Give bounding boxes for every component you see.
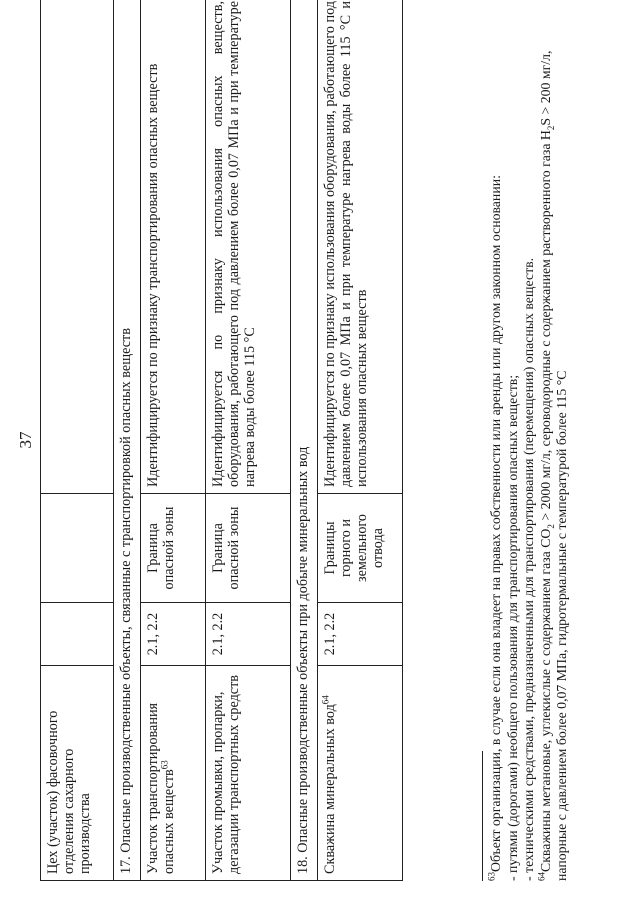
page-number: 37: [16, 431, 35, 449]
footnote-text: S > 200 мг/л, напорные с давлением более 0,07 МПа, гидротермальные с температурой более 115 °С: [537, 50, 569, 881]
cell-object-name: [318, 666, 403, 881]
cell-object-name: Цех (участок) фасовочного отделения сахарного производства: [41, 666, 114, 881]
section-heading-17: 17. Опасные производственные объекты, связанные с транспортировкой опасных веществ: [114, 0, 141, 881]
footnotes: [488, 21, 571, 881]
footnote-63-item: - техническими средствами, предназначенными для транспортирования (перемещения) опасных веществ.: [521, 257, 536, 881]
cell-identification: [41, 0, 114, 494]
section-row: [114, 0, 141, 881]
footnote-divider: [482, 751, 483, 881]
footnote-63: [488, 21, 505, 881]
footnote-63-item: - путями (дорогами) необщего пользования для транспортирования опасных веществ;: [504, 374, 520, 881]
cell-object-name: Участок промывки, пропарки, дегазации транспортных средств: [206, 666, 291, 881]
cell-hazard-class: 2.1, 2.2: [206, 603, 291, 666]
cell-object-name: [141, 666, 206, 881]
footnote-mark: 63: [486, 872, 497, 881]
footnote-text: Объект организации, в случае если она владеет на правах собственности или аренды или другом законном основании:: [488, 175, 503, 872]
cell-hazard-class: 2.1, 2.2: [141, 603, 206, 666]
cell-hazard-class: [41, 603, 114, 666]
section-heading-18: 18. Опасные производственные объекты при добыче минеральных вод: [291, 0, 318, 881]
cell-identification: Идентифицируется по признаку использования опасных веществ, оборудования, работающего под давлением более 0,07 МПа и при температуре нагрева воды более 115 °С: [206, 0, 291, 494]
table-row: [206, 0, 291, 881]
footnote-ref: 64: [320, 695, 331, 705]
table-row: [41, 0, 114, 881]
footnote-ref: 63: [159, 760, 170, 770]
object-name-text: Участок транспортирования опасных веществ: [145, 702, 177, 874]
cell-identification: Идентифицируется по признаку транспортирования опасных веществ: [141, 0, 206, 494]
object-name-text: Скважина минеральных вод: [322, 704, 338, 874]
footnote-text: > 2000 мг/л, сероводородные с содержанием растворенного газа H: [537, 130, 553, 525]
objects-table: [40, 0, 403, 881]
cell-boundary: Границы горного и земельного отвода: [318, 494, 403, 603]
section-row: [291, 0, 318, 881]
table-row: [141, 0, 206, 881]
table-row: [318, 0, 403, 881]
cell-boundary: [41, 494, 114, 603]
subscript: 2: [545, 524, 556, 529]
cell-boundary: Граница опасной зоны: [206, 494, 291, 603]
cell-hazard-class: 2.1, 2.2: [318, 603, 403, 666]
footnote-text: Скважины метановые, углекислые с содержанием газа CO: [537, 528, 553, 872]
subscript: 2: [545, 125, 556, 131]
footnote-mark: 64: [535, 872, 546, 881]
cell-boundary: Граница опасной зоны: [141, 494, 206, 603]
cell-identification: Идентифицируется по признаку использования оборудования, работающего под давлением более 0,07 МПа и при температуре нагрева воды более 115 °С и использования опасных веществ: [318, 0, 403, 494]
footnote-64: [535, 21, 571, 881]
